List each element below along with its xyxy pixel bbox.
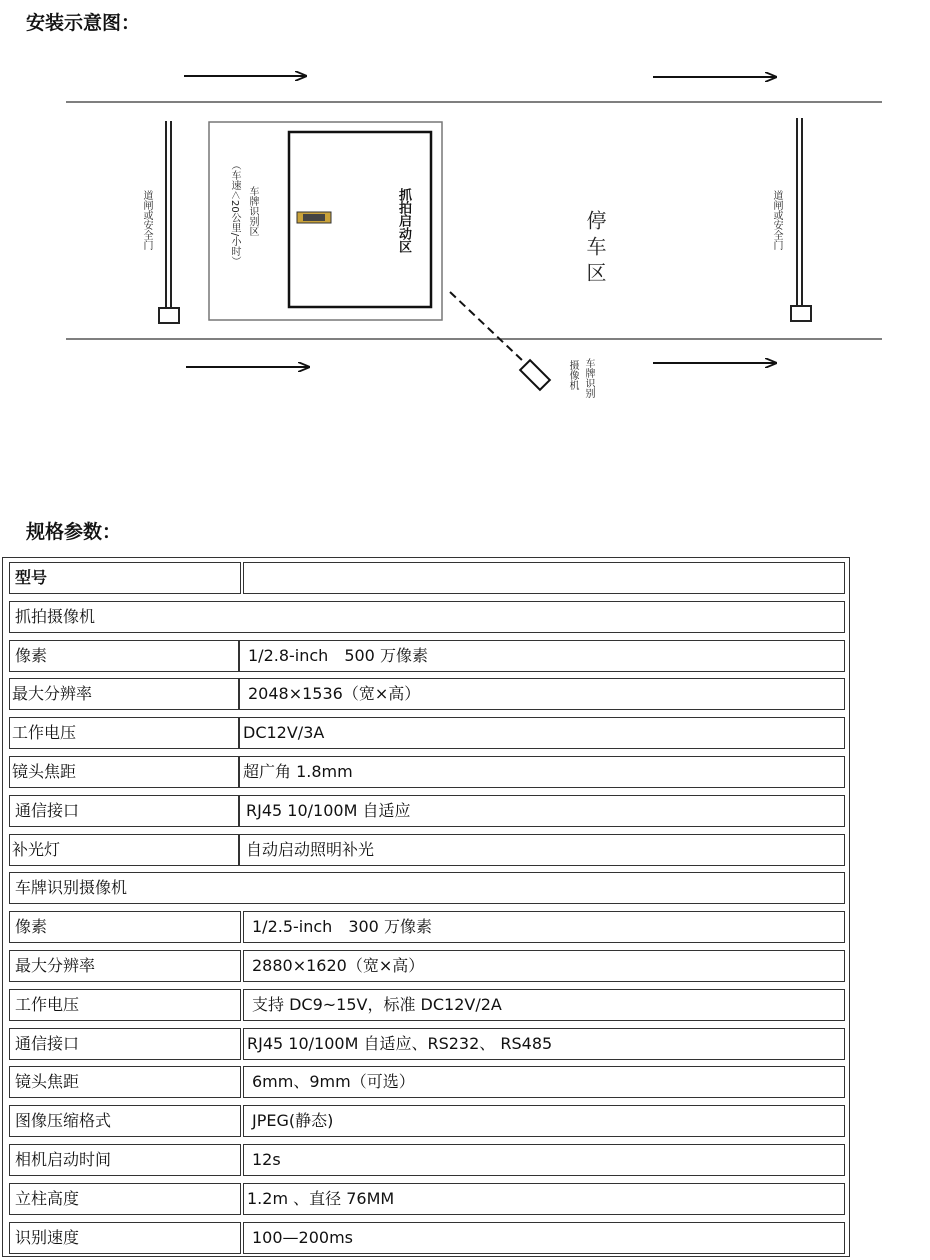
table-row bbox=[3, 713, 849, 752]
spec-key: 补光灯 bbox=[9, 834, 239, 866]
spec-key: 像素 bbox=[9, 640, 239, 672]
table-row bbox=[3, 1101, 849, 1140]
spec-value: 自动启动照明补光 bbox=[239, 834, 845, 866]
table-row bbox=[3, 946, 849, 985]
spec-value: 超广角 1.8mm bbox=[239, 756, 845, 788]
plate-zone-speed-note: （车速＜20公里/小时） bbox=[229, 160, 240, 267]
table-row bbox=[3, 636, 849, 675]
table-row bbox=[3, 1218, 849, 1257]
spec-value: 支持 DC9~15V，标准 DC12V/2A bbox=[243, 989, 845, 1021]
table-row bbox=[3, 1179, 849, 1218]
table-row bbox=[3, 1140, 849, 1179]
camera-sight-line bbox=[450, 292, 524, 362]
camera-label: 车牌识别 bbox=[583, 358, 594, 398]
lpr-camera-icon bbox=[520, 360, 550, 390]
trigger-zone-label: 抓拍启动区 bbox=[396, 188, 411, 253]
spec-value: 12s bbox=[243, 1144, 845, 1176]
camera-label: 摄像机 bbox=[567, 360, 578, 390]
spec-value: RJ45 10/100M 自适应 bbox=[239, 795, 845, 827]
table-row bbox=[3, 791, 849, 830]
spec-key: 通信接口 bbox=[9, 795, 239, 827]
installation-diagram bbox=[0, 40, 930, 480]
spec-table bbox=[2, 557, 850, 1257]
parking-zone-label: 停车区 bbox=[583, 210, 607, 288]
spec-key: 镜头焦距 bbox=[9, 1066, 241, 1098]
spec-key: 图像压缩格式 bbox=[9, 1105, 241, 1137]
barrier-right-post bbox=[791, 306, 811, 321]
spec-key: 镜头焦距 bbox=[9, 756, 239, 788]
spec-key: 工作电压 bbox=[9, 989, 241, 1021]
spec-value: 6mm、9mm（可选） bbox=[243, 1066, 845, 1098]
diagram-drawing bbox=[0, 40, 930, 480]
table-row bbox=[3, 830, 849, 869]
install-diagram-title: 安装示意图： bbox=[26, 12, 141, 34]
spec-key: 最大分辨率 bbox=[9, 950, 241, 982]
plate-zone-label: 车牌识别区 bbox=[247, 186, 258, 236]
barrier-left-post bbox=[159, 308, 179, 323]
table-row bbox=[3, 597, 849, 636]
spec-value: RJ45 10/100M 自适应、RS232、 RS485 bbox=[243, 1028, 845, 1060]
spec-key: 相机启动时间 bbox=[9, 1144, 241, 1176]
model-value bbox=[243, 562, 845, 594]
model-label: 型号 bbox=[9, 562, 241, 594]
spec-key: 像素 bbox=[9, 911, 241, 943]
spec-value: 1.2m 、直径 76MM bbox=[243, 1183, 845, 1215]
spec-value: 100—200ms bbox=[243, 1222, 845, 1254]
spec-value: 2048×1536（宽×高） bbox=[239, 678, 845, 710]
table-row bbox=[3, 868, 849, 907]
table-row bbox=[3, 674, 849, 713]
table-row bbox=[3, 907, 849, 946]
spec-value: JPEG(静态) bbox=[243, 1105, 845, 1137]
spec-key: 识别速度 bbox=[9, 1222, 241, 1254]
barrier-right-label: 道闸或安全门 bbox=[771, 190, 782, 250]
table-row bbox=[3, 1024, 849, 1063]
spec-value: DC12V/3A bbox=[239, 717, 845, 749]
table-row bbox=[3, 985, 849, 1024]
table-row bbox=[3, 1062, 849, 1101]
spec-key: 立柱高度 bbox=[9, 1183, 241, 1215]
spec-key: 最大分辨率 bbox=[9, 678, 239, 710]
spec-key: 工作电压 bbox=[9, 717, 239, 749]
barrier-left-label: 道闸或安全门 bbox=[141, 190, 152, 250]
lpr-camera-header: 车牌识别摄像机 bbox=[9, 872, 845, 904]
spec-key: 通信接口 bbox=[9, 1028, 241, 1060]
spec-title: 规格参数： bbox=[26, 521, 122, 543]
table-row bbox=[3, 558, 849, 597]
spec-value: 1/2.8-inch 500 万像素 bbox=[239, 640, 845, 672]
capture-camera-header: 抓拍摄像机 bbox=[9, 601, 845, 633]
spec-value: 2880×1620（宽×高） bbox=[243, 950, 845, 982]
spec-value: 1/2.5-inch 300 万像素 bbox=[243, 911, 845, 943]
table-row bbox=[3, 752, 849, 791]
